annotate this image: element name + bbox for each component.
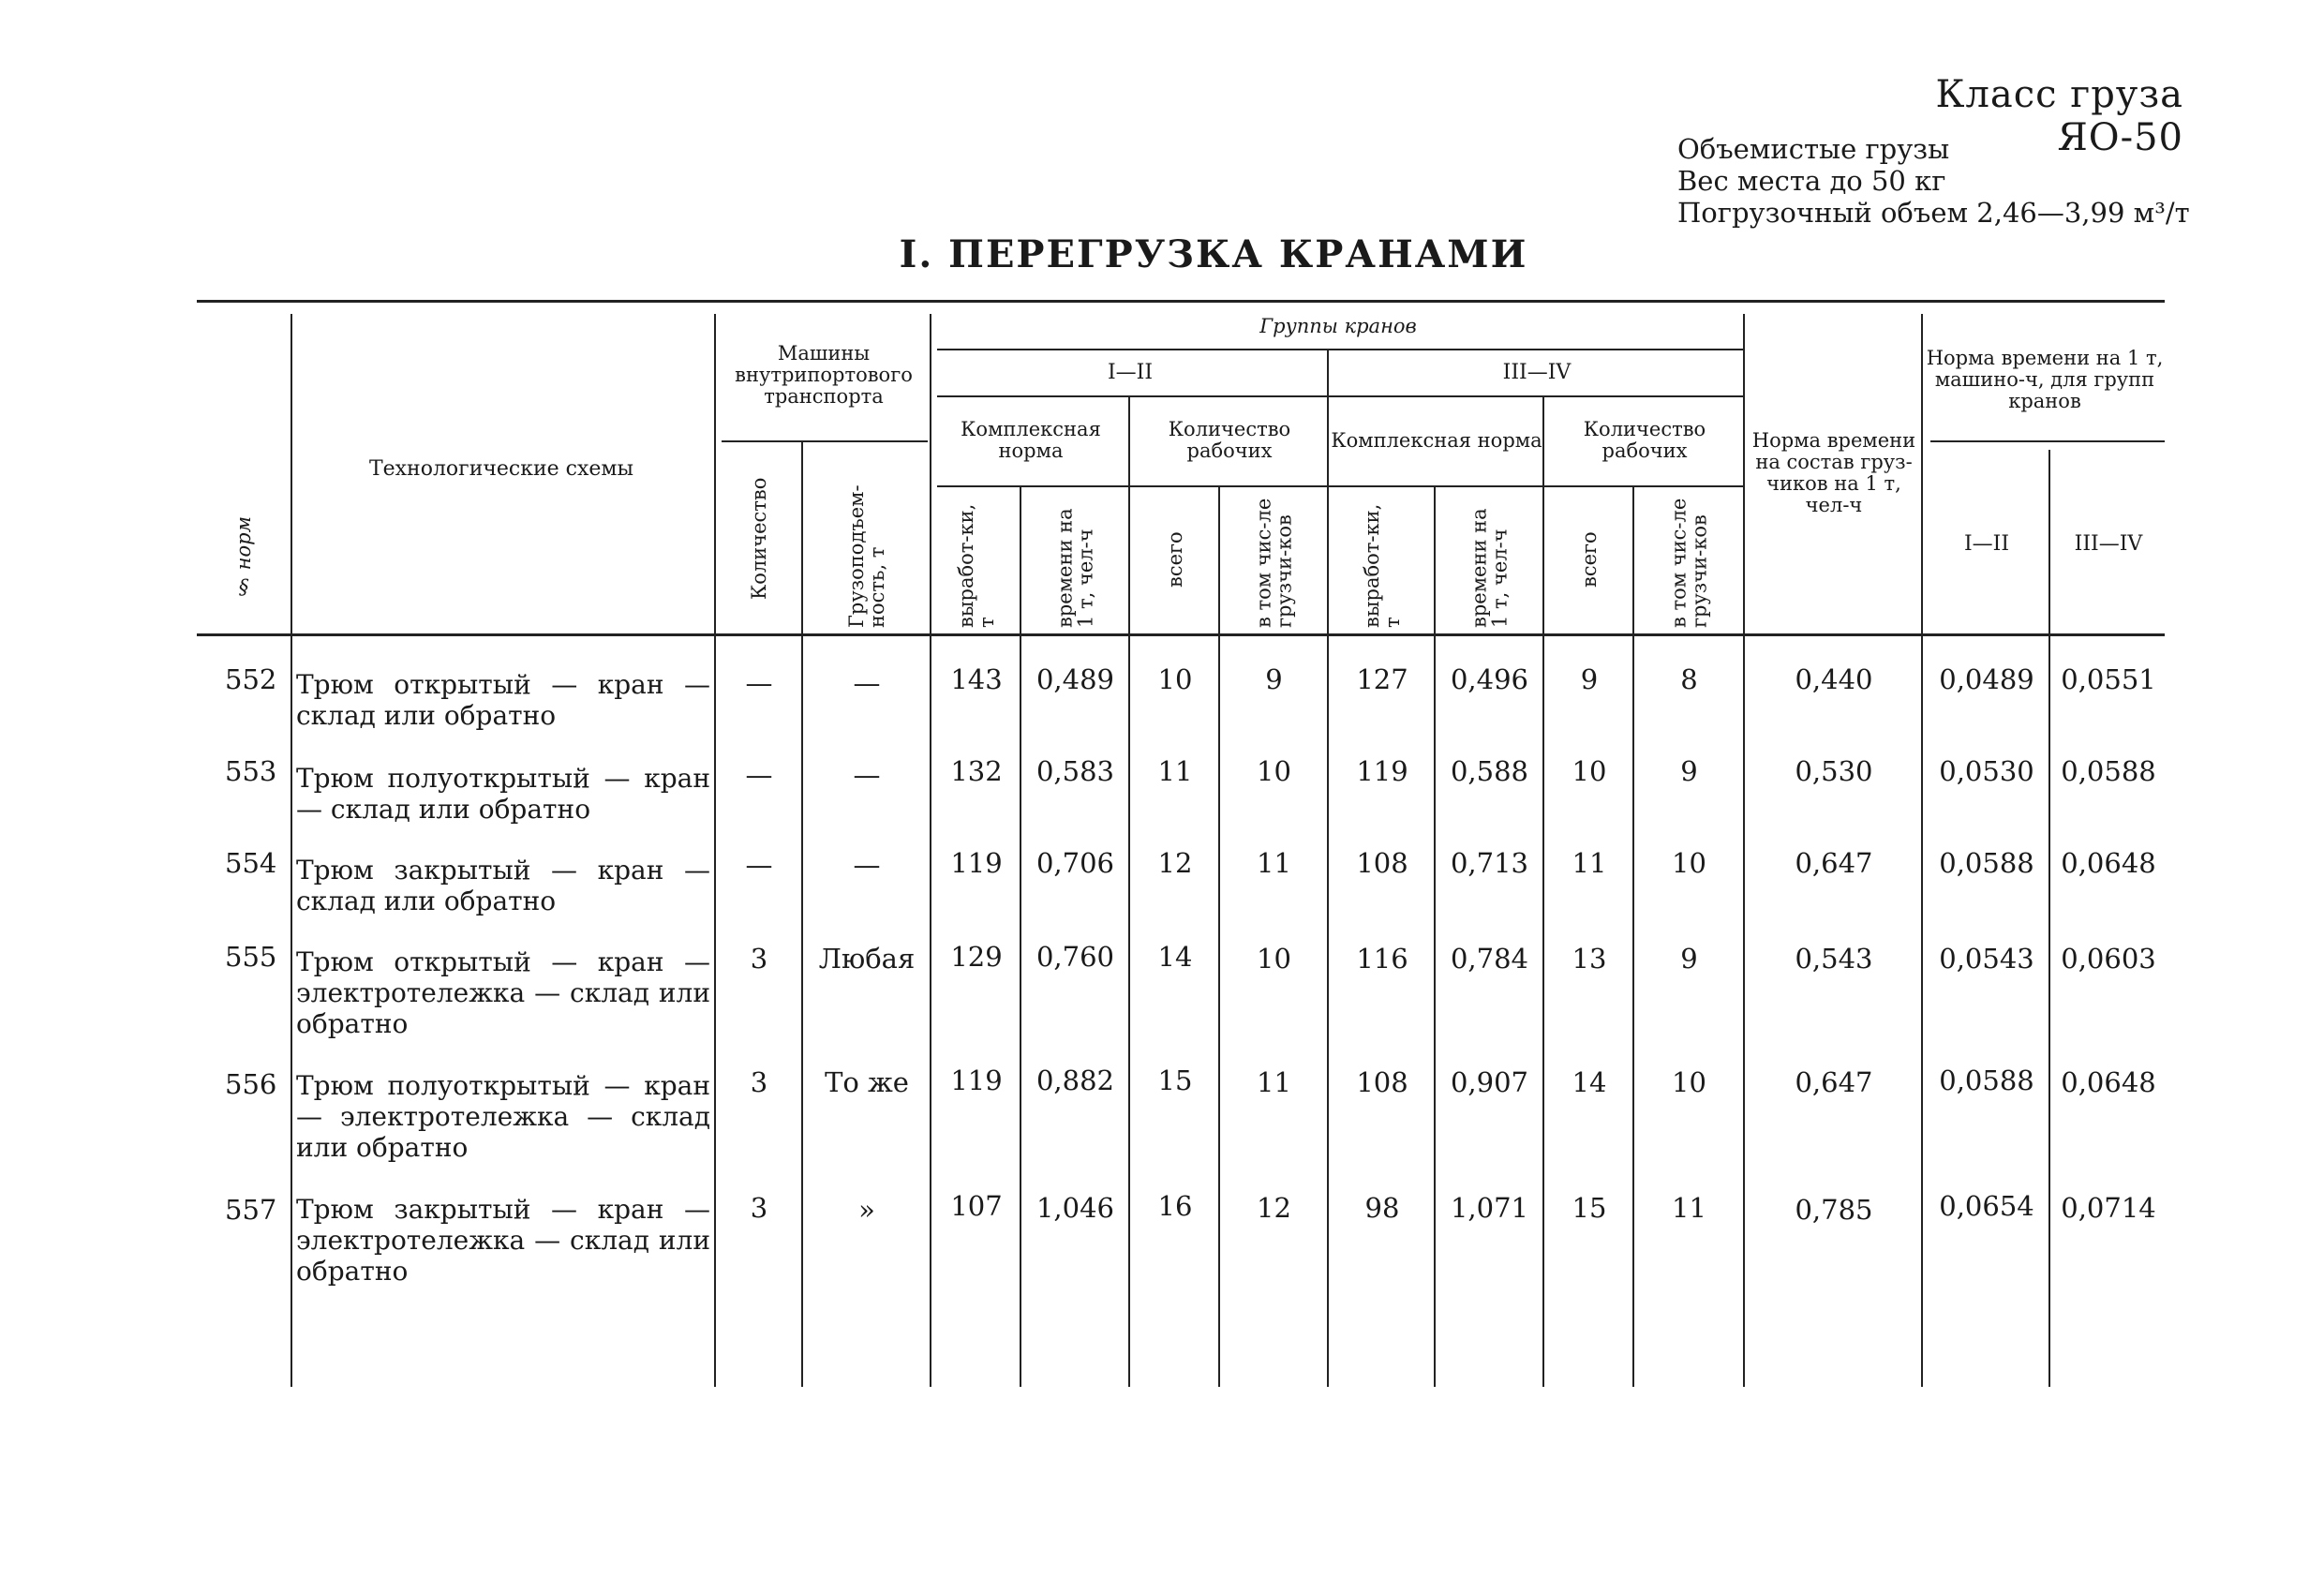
machines-capacity: — [853,849,881,881]
machine-norm-1: 0,0588 [1939,847,2034,879]
loaders-1: 11 [1257,847,1291,879]
crew-time-norm: 0,530 [1795,755,1873,787]
loaders-1: 11 [1257,1066,1291,1098]
loaders-2: 10 [1672,1066,1706,1098]
machines-qty: — [745,849,773,881]
output-2: 108 [1356,1066,1408,1098]
group-1-header: I—II [1107,360,1154,384]
col-rule [1743,314,1745,1387]
scheme-text: Трюм открытый — кран — склад или обратно [296,669,710,731]
workers-total-1: 11 [1157,755,1193,787]
machine-norm-2: 0,0648 [2061,1066,2156,1098]
machines-capacity: » [858,1194,875,1226]
workers-total-2: 15 [1572,1192,1607,1224]
norm-number: 556 [225,1068,277,1100]
output-2: 98 [1364,1192,1400,1224]
machines-capacity: Любая [818,943,916,975]
col-rule [930,314,931,1387]
time-per-t-1: 0,760 [1035,941,1115,973]
norm-number: 554 [225,847,277,879]
output-1: 119 [950,1064,1003,1096]
cargo-class-title: Класс груза ЯО-50 [1935,73,2183,159]
workers-total-2: 10 [1572,755,1607,787]
norm-number-header: § норм [232,516,255,600]
loaders-2: 8 [1680,663,1698,695]
time-per-t-header-1: времени на 1 т, чел-ч [1053,508,1097,628]
col-rule [1434,485,1436,1387]
table-top-rule [197,300,2165,303]
time-per-t-2: 0,588 [1450,755,1529,787]
time-per-t-header-2: времени на 1 т, чел-ч [1467,508,1512,628]
section-title: I. ПЕРЕГРУЗКА КРАНАМИ [899,232,1528,276]
machine-norm-2: 0,0588 [2061,755,2156,787]
output-1: 132 [950,755,1003,787]
workers-count-header-1: Количество рабочих [1168,418,1291,462]
loaders-1: 10 [1257,755,1291,787]
output-1: 119 [950,847,1003,879]
crew-time-norm: 0,647 [1795,847,1873,879]
workers-total-1: 10 [1157,663,1193,695]
crew-time-norm: 0,543 [1795,943,1873,975]
col-rule [1632,485,1634,1387]
scheme-text: Трюм открытый — кран — электротележка — склад или обратно [296,946,710,1039]
machine-norm-1: 0,0489 [1939,663,2034,695]
cargo-line: Объемистые грузы [1677,133,1950,165]
time-norm-machine-header: Норма времени на 1 т, машино-ч, для групп кранов [1926,346,2164,412]
rule [937,349,1743,350]
workers-total-2: 9 [1580,663,1599,695]
col-rule [1542,395,1544,1387]
time-per-t-1: 1,046 [1035,1192,1115,1224]
output-1: 129 [950,941,1003,973]
machine-norm-1: 0,0654 [1939,1190,2034,1222]
rule [1930,440,2165,442]
machine-norm-2: 0,0603 [2061,943,2156,975]
norms-table [197,300,2165,1377]
complex-norm-header-2: Комплексная норма [1331,428,1542,452]
header-bottom-rule [197,633,2165,636]
workers-total-2: 13 [1572,943,1607,975]
crane-groups-header: Группы кранов [1259,314,1417,337]
output-2: 108 [1356,847,1408,879]
norm-number: 555 [225,941,277,973]
workers-total-2: 14 [1572,1066,1607,1098]
col-rule [2048,450,2050,1387]
col-rule [1327,349,1329,1387]
incl-loaders-header-2: в том чис-ле грузчи-ков [1667,498,1711,628]
time-per-t-1: 0,882 [1035,1064,1115,1096]
scheme-text: Трюм полуоткрытый — кран — склад или обратно [296,763,710,825]
crew-time-norm: 0,440 [1795,663,1873,695]
machines-qty: 3 [750,943,768,975]
machine-norm-1: 0,0543 [1939,943,2034,975]
machines-qty: — [745,667,773,699]
machine-norm-2: 0,0648 [2061,847,2156,879]
time-per-t-2: 0,713 [1450,847,1529,879]
machine-norm-2: 0,0551 [2061,663,2156,695]
machine-norm-1: 0,0588 [1939,1064,2034,1096]
time-norm-crew-header: Норма времени на состав груз-чиков на 1 т, чел-ч [1751,429,1916,516]
output-header-2: выработ-ки, т [1361,503,1404,628]
schemes-header: Технологические схемы [368,456,634,481]
col-rule [1218,485,1220,1387]
total-header-2: всего [1578,531,1601,588]
machine-group-2-header: III—IV [2074,531,2143,556]
machines-capacity: То же [825,1066,909,1098]
time-per-t-1: 0,583 [1035,755,1115,787]
loaders-1: 9 [1265,663,1283,695]
loaders-1: 10 [1257,943,1291,975]
cargo-line: Вес места до 50 кг [1677,165,1946,197]
loaders-2: 11 [1672,1192,1706,1224]
loaders-2: 10 [1672,847,1706,879]
col-rule [714,314,716,1387]
machine-group-1-header: I—II [1963,531,2010,556]
norm-number: 553 [225,755,277,787]
workers-total-2: 11 [1572,847,1607,879]
loaders-1: 12 [1257,1192,1291,1224]
col-rule [1921,314,1923,1387]
workers-total-1: 12 [1157,847,1193,879]
total-header-1: всего [1164,531,1186,588]
scheme-text: Трюм закрытый — кран — электротележка — склад или обратно [296,1194,710,1287]
machines-qty: 3 [750,1192,768,1224]
cargo-line: Погрузочный объем 2,46—3,99 м³/т [1677,197,2190,229]
norm-number: 557 [225,1194,277,1226]
time-per-t-2: 1,071 [1450,1192,1529,1224]
workers-total-1: 16 [1157,1190,1193,1222]
machines-capacity-header: Грузоподъем-ность, т [845,484,888,628]
rule [722,440,928,442]
time-per-t-2: 0,784 [1450,943,1529,975]
output-2: 119 [1356,755,1408,787]
col-rule [290,314,292,1387]
col-rule [1020,485,1021,1387]
machines-capacity: — [853,667,881,699]
output-2: 127 [1356,663,1408,695]
machines-header: Машины внутрипортового транспорта [735,341,913,408]
output-2: 116 [1356,943,1408,975]
time-per-t-2: 0,496 [1450,663,1529,695]
output-1: 107 [950,1190,1003,1222]
loaders-2: 9 [1680,943,1698,975]
machine-norm-2: 0,0714 [2061,1192,2156,1224]
machines-capacity: — [853,759,881,791]
machine-norm-1: 0,0530 [1939,755,2034,787]
complex-norm-header-1: Комплексная норма [961,418,1101,462]
col-rule [1128,395,1130,1387]
workers-total-1: 15 [1157,1064,1193,1096]
loaders-2: 9 [1680,755,1698,787]
group-2-header: III—IV [1502,360,1572,384]
output-1: 143 [950,663,1003,695]
time-per-t-2: 0,907 [1450,1066,1529,1098]
scheme-text: Трюм полуоткрытый — кран — электротележка — склад или обратно [296,1070,710,1163]
time-per-t-1: 0,706 [1035,847,1115,879]
machines-qty: 3 [750,1066,768,1098]
incl-loaders-header-1: в том чис-ле грузчи-ков [1252,498,1296,628]
norm-number: 552 [225,663,277,695]
workers-total-1: 14 [1157,941,1193,973]
workers-count-header-2: Количество рабочих [1583,418,1706,462]
rule [937,485,1743,487]
cargo-description [1677,133,2258,229]
scheme-text: Трюм закрытый — кран — склад или обратно [296,855,710,916]
time-per-t-1: 0,489 [1035,663,1115,695]
output-header-1: выработ-ки, т [955,503,998,628]
machines-qty-header: Количество [748,477,770,601]
crew-time-norm: 0,785 [1795,1194,1873,1226]
rule [937,395,1743,397]
col-rule [801,440,803,1387]
machines-qty: — [745,759,773,791]
crew-time-norm: 0,647 [1795,1066,1873,1098]
